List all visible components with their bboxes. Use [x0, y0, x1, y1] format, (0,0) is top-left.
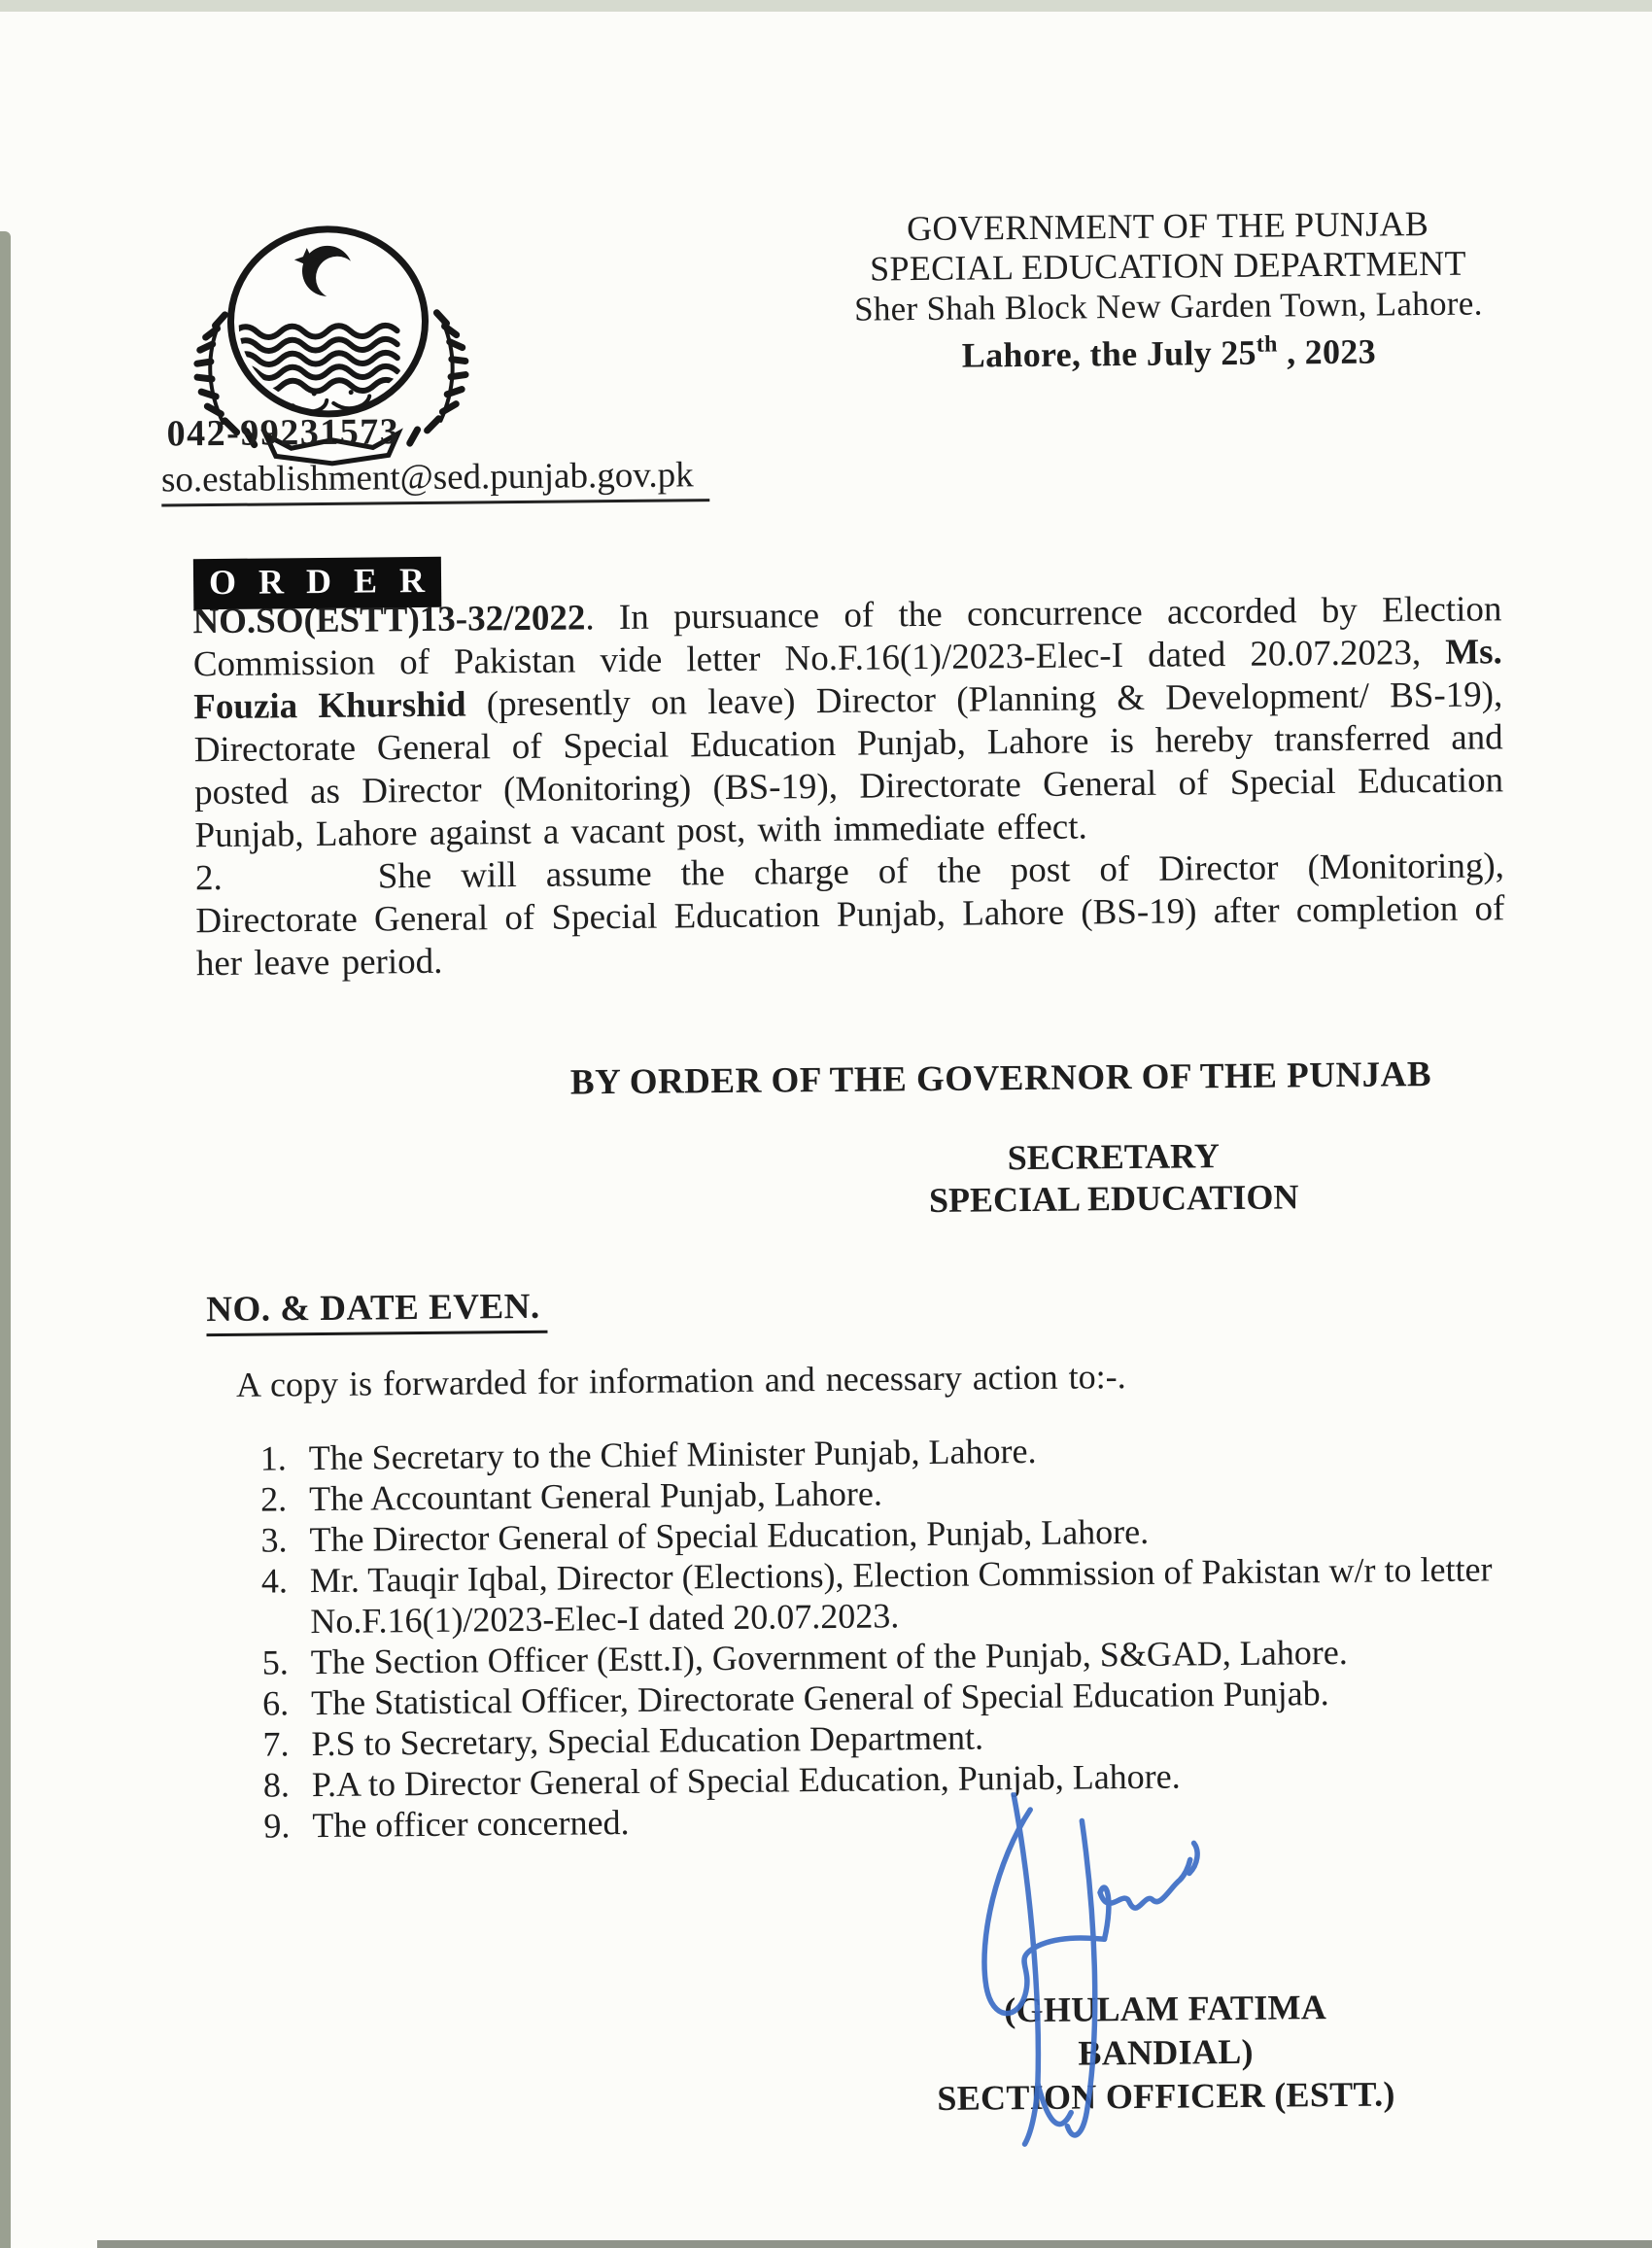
- order-heading: O R D E R: [193, 557, 442, 609]
- reference-number: NO.SO(ESTT)13-32/2022: [192, 598, 586, 642]
- signatory-title-1: SECRETARY: [1007, 1136, 1221, 1178]
- list-item: 3. The Director General of Special Education, Punjab, Lahore.: [260, 1511, 1150, 1560]
- officer-name: Ms. Fouzia Khurshid: [193, 632, 1503, 728]
- email-address: so.establishment@sed.punjab.gov.pk: [161, 454, 709, 506]
- paragraph-tab: [223, 887, 378, 889]
- reference-heading: NO. & DATE EVEN.: [206, 1286, 548, 1336]
- order-paragraph-1: NO.SO(ESTT)13-32/2022. In pursuance of the concurrence accorded by Election Commission of Pakistan vide letter No.F.16(1)/2023-Elec-I dated 20.07.2023, Ms. Fouzia Khurshid (presently on leave) Director (Planning & Development/ BS-19), Directorate General of Special Education Punjab, Lahore is hereby transferred and posted as Director (Monitoring) (BS-19), Directorate General of Special Education Punjab, Lahore against a vacant post, with immediate effect.: [192, 589, 1504, 856]
- distribution-intro: A copy is forwarded for information and necessary action to:-.: [235, 1357, 1126, 1404]
- order-body: [192, 588, 1505, 986]
- letterhead: [832, 203, 1504, 377]
- signatory-title-2: SPECIAL EDUCATION: [928, 1177, 1299, 1220]
- list-item: 2. The Accountant General Punjab, Lahore.: [259, 1473, 883, 1519]
- signatory-titles: [905, 1134, 1324, 1222]
- order-paragraph-2: 2. She will assume the charge of the post of Director (Monitoring), Directorate General of Special Education Punjab, Lahore (BS-19) after completion of her leave period.: [194, 846, 1505, 985]
- list-item: 9. The officer concerned.: [263, 1802, 630, 1846]
- authority-line: BY ORDER OF THE GOVERNOR OF THE PUNJAB: [569, 1055, 1432, 1103]
- department-line1: GOVERNMENT OF THE PUNJAB: [906, 204, 1429, 249]
- list-item: 7. P.S to Secretary, Special Education Department.: [262, 1717, 984, 1764]
- signatory-name: (GHULAM FATIMA BANDIAL): [1004, 1988, 1327, 2073]
- phone-number: 042-99231573: [166, 411, 400, 455]
- handwritten-signature-icon: [938, 1790, 1255, 2164]
- department-address: Sher Shah Block New Garden Town, Lahore.: [853, 284, 1483, 329]
- list-item: 8. P.A to Director General of Special Education, Punjab, Lahore.: [262, 1756, 1181, 1805]
- paragraph-number: 2.: [194, 857, 223, 899]
- department-line2: SPECIAL EDUCATION DEPARTMENT: [869, 243, 1466, 289]
- distribution-list: [260, 1426, 1528, 1846]
- list-item: 1. The Secretary to the Chief Minister Punjab, Lahore.: [259, 1431, 1037, 1478]
- list-item: 5. The Section Officer (Estt.I), Government of the Punjab, S&GAD, Lahore.: [261, 1632, 1348, 1682]
- date-line: Lahore, the July 25th , 2023: [961, 331, 1377, 375]
- list-item: 4. Mr. Tauqir Iqbal, Director (Elections), Election Commission of Pakistan w/r to letter No.F.16(1)/2023-Elec-I dated 20.07.2023.: [260, 1549, 1493, 1642]
- signatory-designation: SECTION OFFICER (ESTT.): [937, 2074, 1395, 2118]
- list-item: 6. The Statistical Officer, Directorate General of Special Education Punjab.: [261, 1674, 1329, 1723]
